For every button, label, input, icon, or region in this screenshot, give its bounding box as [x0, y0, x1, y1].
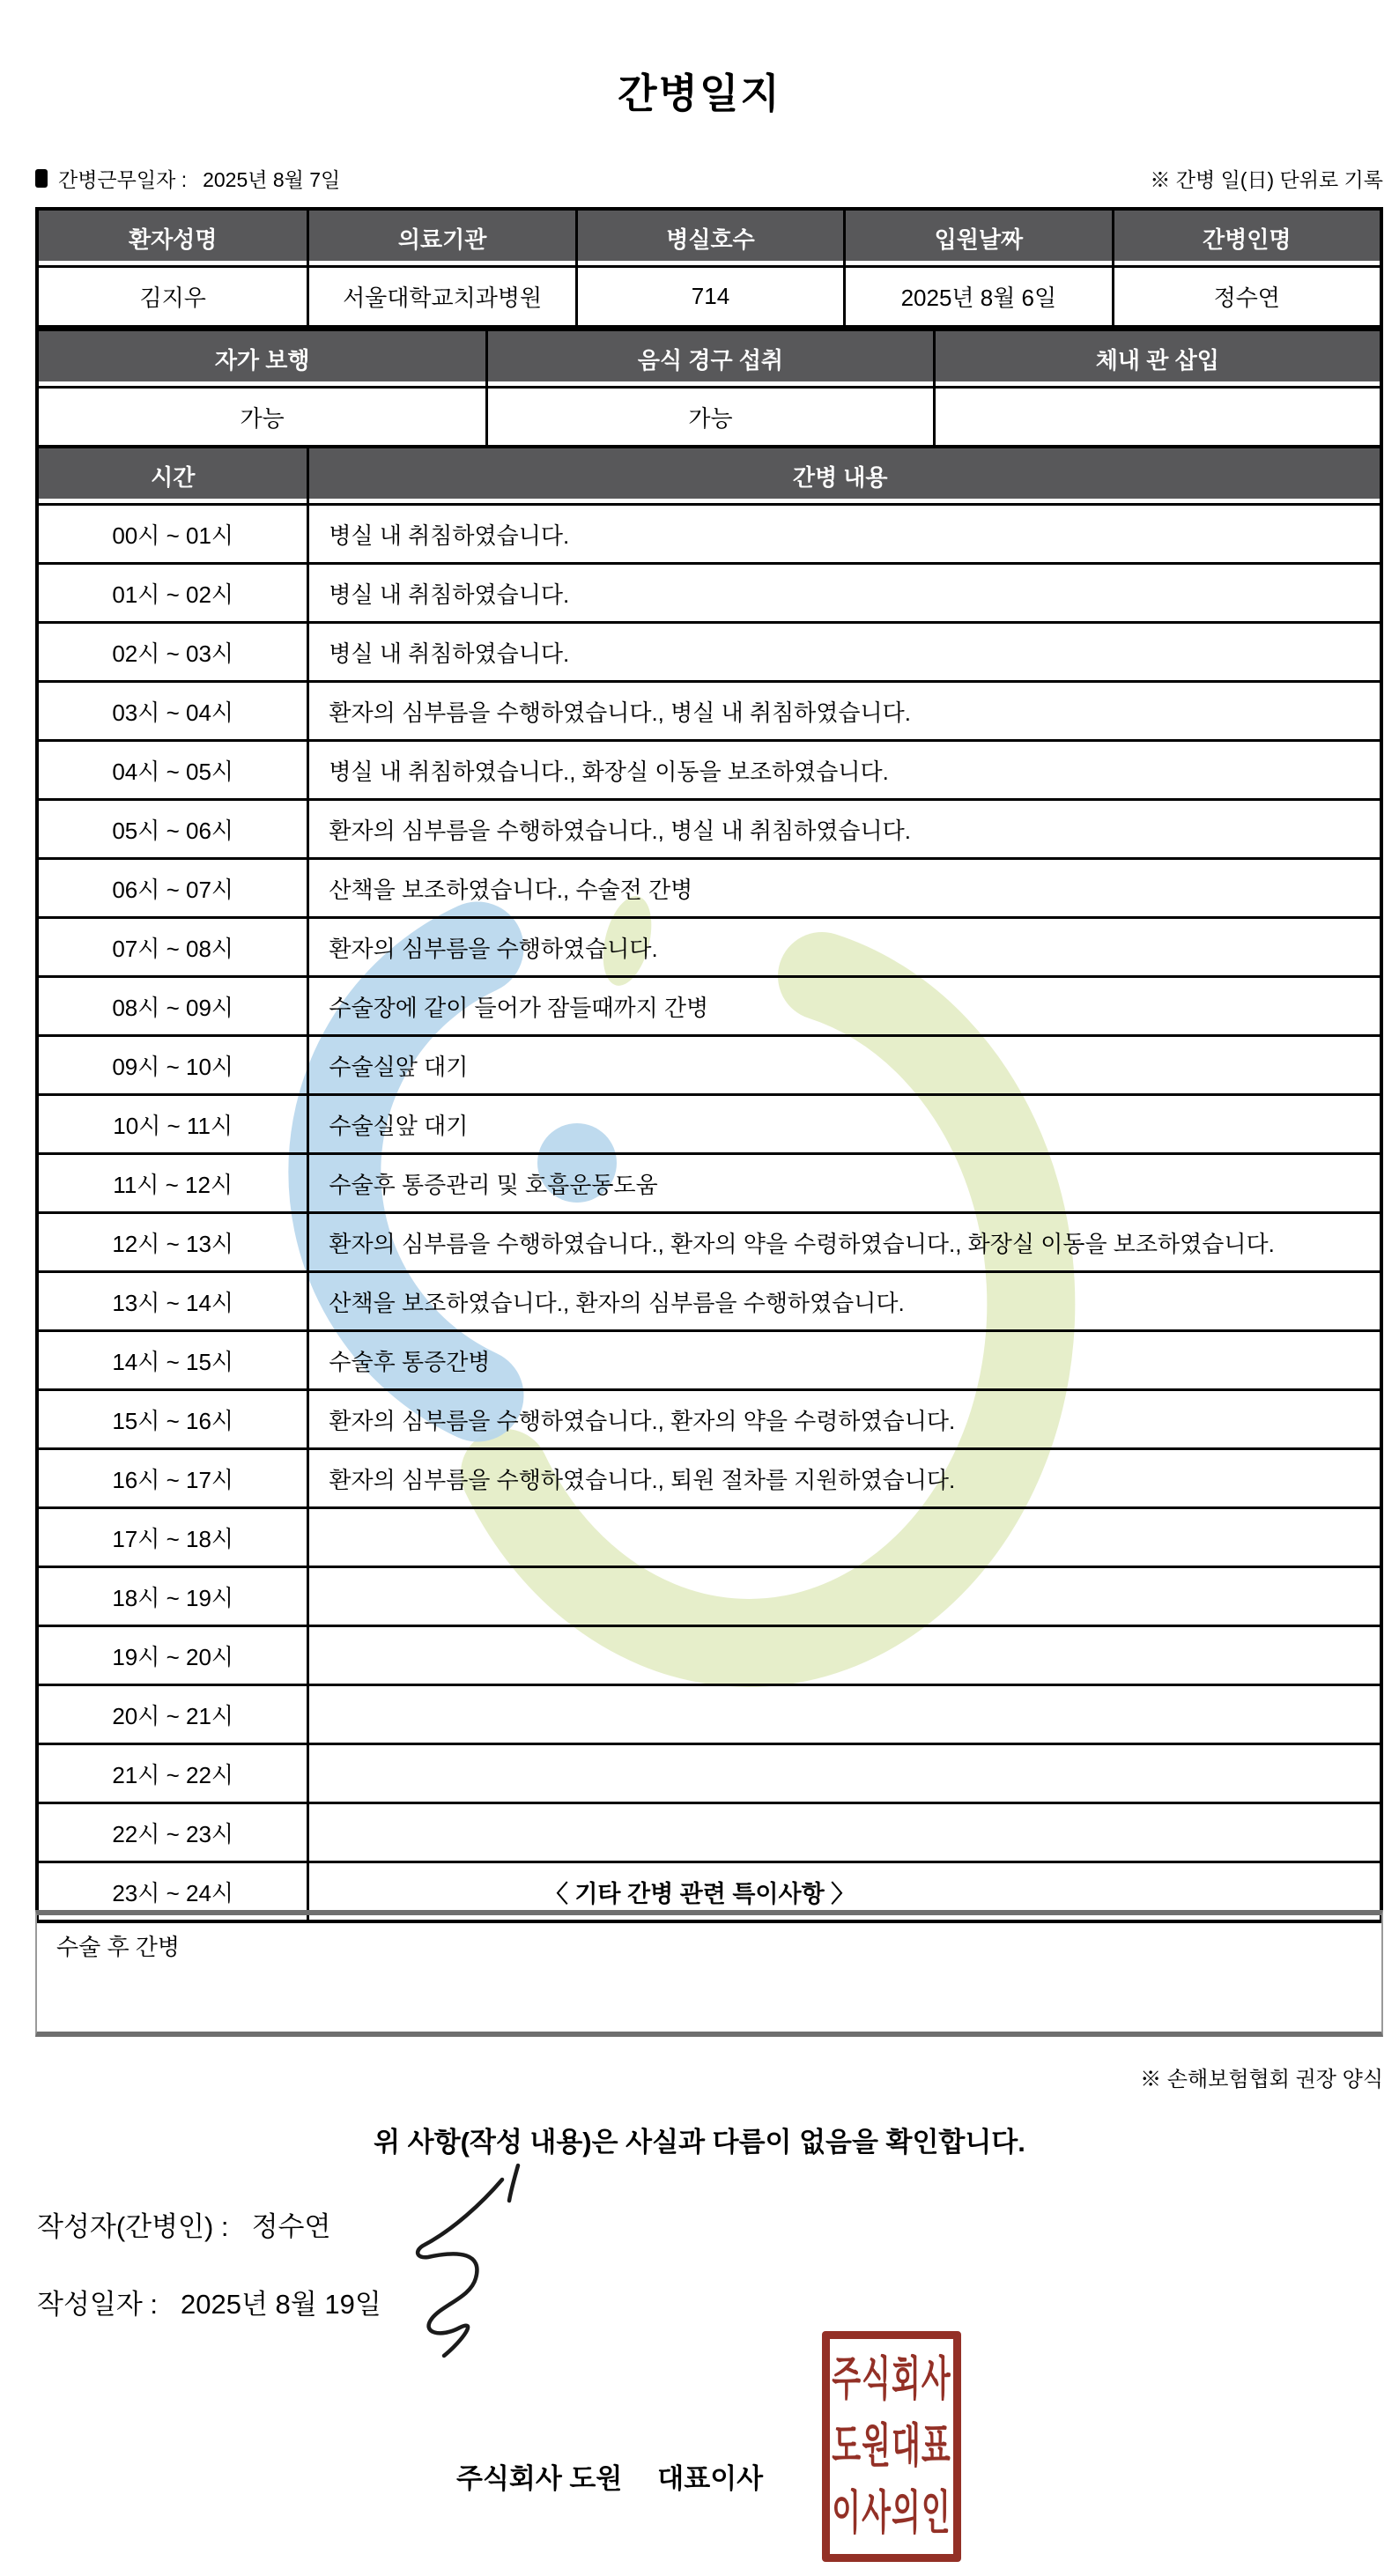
caregiver-name-value: 정수연 — [1112, 268, 1380, 325]
header-time: 시간 — [39, 448, 307, 503]
seal-row-1: 주식회사 — [832, 2353, 951, 2406]
header-self-walking: 자가 보행 — [39, 331, 485, 386]
log-row — [39, 1802, 1380, 1861]
header-admission-date: 입원날짜 — [843, 211, 1111, 265]
oral-intake-value: 가능 — [485, 389, 932, 446]
self-walking-value: 가능 — [240, 405, 285, 432]
written-date-label: 작성일자 : — [37, 2289, 159, 2320]
hourly-log-table — [35, 445, 1383, 1923]
log-content: 환자의 심부름을 수행하였습니다., 퇴원 절차를 지원하였습니다. — [307, 1450, 1380, 1506]
log-content: 수술후 통증관리 및 호흡운동도움 — [307, 1155, 1380, 1211]
log-content — [307, 1568, 1380, 1625]
log-content — [307, 1627, 1380, 1684]
log-time: 23시 ~ 24시 — [112, 1879, 234, 1906]
log-row — [39, 1270, 1380, 1329]
status-table-header — [39, 331, 1380, 386]
company-title: 대표이사 — [657, 2463, 764, 2494]
log-time: 05시 ~ 06시 — [112, 817, 234, 844]
header-room-number: 병실호수 — [575, 211, 843, 265]
log-row — [39, 1034, 1380, 1093]
log-row — [39, 1743, 1380, 1802]
log-row — [39, 562, 1380, 621]
admission-date-value: 2025년 8월 6일 — [843, 268, 1111, 325]
patient-status-table — [35, 328, 1383, 449]
log-time: 17시 ~ 18시 — [112, 1525, 234, 1552]
log-time: 13시 ~ 14시 — [112, 1289, 234, 1316]
log-row — [39, 1625, 1380, 1684]
form-recommendation-note: ※ 손해보험협회 권장 양식 — [1140, 2068, 1383, 2091]
log-row — [39, 1152, 1380, 1211]
log-row — [39, 621, 1380, 680]
log-row — [39, 975, 1380, 1034]
notes-content: 수술 후 간병 — [56, 1934, 181, 1960]
patient-name-value: 김지우 — [139, 285, 206, 311]
header-caregiver-name: 간병인명 — [1112, 211, 1380, 265]
unit-note: ※ 간병 일(日) 단위로 기록 — [1150, 168, 1383, 191]
written-date-line — [37, 2282, 381, 2321]
log-content: 환자의 심부름을 수행하였습니다. — [307, 919, 1380, 975]
log-content: 병실 내 취침하였습니다. — [307, 506, 1380, 562]
log-content: 환자의 심부름을 수행하였습니다., 환자의 약을 수령하였습니다., 화장실 이동을 보조하였습니다. — [307, 1214, 1380, 1270]
log-time: 07시 ~ 08시 — [112, 935, 234, 962]
work-date-value: 2025년 8월 7일 — [203, 168, 341, 191]
log-row — [39, 1093, 1380, 1152]
writer-line — [37, 2204, 330, 2244]
room-number-value: 714 — [575, 268, 843, 325]
company-name: 주식회사 도원 — [456, 2463, 623, 2494]
patient-table-row — [39, 265, 1380, 325]
company-line — [456, 2456, 763, 2496]
page-title: 간병일지 — [618, 70, 781, 116]
header-care-content: 간병 내용 — [307, 448, 1380, 503]
log-time: 14시 ~ 15시 — [112, 1348, 234, 1375]
log-content: 환자의 심부름을 수행하였습니다., 병실 내 취침하였습니다. — [307, 801, 1380, 857]
caregiver-signature — [398, 2155, 557, 2366]
log-time: 01시 ~ 02시 — [112, 581, 234, 608]
log-content: 병실 내 취침하였습니다., 화장실 이동을 보조하였습니다. — [307, 742, 1380, 798]
writer-label: 작성자(간병인) : — [37, 2211, 229, 2242]
patient-table-header — [39, 211, 1380, 265]
seal-row-2: 도원대표 — [832, 2420, 951, 2473]
log-content: 수술장에 같이 들어가 잠들때까지 간병 — [307, 978, 1380, 1034]
log-time: 15시 ~ 16시 — [112, 1407, 234, 1434]
log-content: 수술후 통증간병 — [307, 1332, 1380, 1388]
log-time: 11시 ~ 12시 — [113, 1171, 233, 1198]
log-time: 03시 ~ 04시 — [112, 699, 234, 726]
log-content: 수술실앞 대기 — [307, 1096, 1380, 1152]
log-time: 10시 ~ 11시 — [113, 1112, 233, 1139]
log-time: 22시 ~ 23시 — [112, 1820, 234, 1847]
seal-row-3: 이사의인 — [832, 2487, 951, 2540]
log-content: 병실 내 취침하였습니다. — [307, 565, 1380, 621]
log-row — [39, 1447, 1380, 1506]
writer-name: 정수연 — [251, 2211, 331, 2242]
log-content: 병실 내 취침하였습니다. — [307, 624, 1380, 680]
log-content — [307, 1804, 1380, 1861]
log-time: 09시 ~ 10시 — [112, 1053, 234, 1080]
log-row — [39, 1329, 1380, 1388]
log-time: 06시 ~ 07시 — [112, 876, 234, 903]
log-content — [307, 1686, 1380, 1743]
status-table-row — [39, 386, 1380, 446]
work-date-line — [35, 164, 340, 193]
header-medical-institution: 의료기관 — [307, 211, 574, 265]
log-time: 08시 ~ 09시 — [112, 994, 234, 1021]
log-time: 19시 ~ 20시 — [112, 1643, 234, 1670]
notes-heading: 〈 기타 간병 관련 특이사항 〉 — [544, 1881, 855, 1907]
log-row — [39, 1388, 1380, 1447]
log-content: 산책을 보조하였습니다., 수술전 간병 — [307, 860, 1380, 916]
log-time: 04시 ~ 05시 — [112, 758, 234, 785]
written-date-value: 2025년 8월 19일 — [181, 2289, 381, 2320]
corporate-seal-stamp — [822, 2331, 961, 2562]
log-time: 16시 ~ 17시 — [112, 1466, 234, 1493]
log-row — [39, 857, 1380, 916]
log-row — [39, 680, 1380, 739]
work-date-label: 간병근무일자 : — [58, 168, 188, 191]
log-row — [39, 916, 1380, 975]
log-row — [39, 1566, 1380, 1625]
log-time: 00시 ~ 01시 — [112, 522, 234, 549]
meta-row — [35, 164, 1383, 193]
log-table-header — [39, 448, 1380, 503]
square-bullet-icon — [35, 169, 48, 188]
medical-institution-value: 서울대학교치과병원 — [307, 268, 574, 325]
log-row — [39, 1684, 1380, 1743]
log-time: 18시 ~ 19시 — [112, 1584, 234, 1611]
log-row — [39, 1506, 1380, 1566]
log-time: 21시 ~ 22시 — [112, 1761, 234, 1788]
log-row — [39, 798, 1380, 857]
notes-box — [35, 1910, 1383, 2037]
header-tube-insertion: 체내 관 삽입 — [933, 331, 1380, 386]
log-time: 20시 ~ 21시 — [112, 1702, 234, 1729]
header-patient-name: 환자성명 — [39, 211, 307, 265]
log-time: 02시 ~ 03시 — [112, 640, 234, 667]
patient-info-table — [35, 207, 1383, 329]
log-content: 환자의 심부름을 수행하였습니다., 병실 내 취침하였습니다. — [307, 683, 1380, 739]
header-oral-intake: 음식 경구 섭취 — [485, 331, 932, 386]
log-content — [307, 1509, 1380, 1566]
log-content: 환자의 심부름을 수행하였습니다., 환자의 약을 수령하였습니다. — [307, 1391, 1380, 1447]
confirmation-statement: 위 사항(작성 내용)은 사실과 다름이 없음을 확인합니다. — [374, 2127, 1025, 2158]
log-row — [39, 1211, 1380, 1270]
tube-insertion-value — [933, 389, 1380, 446]
log-content — [307, 1745, 1380, 1802]
log-time: 12시 ~ 13시 — [112, 1230, 234, 1257]
log-content: 산책을 보조하였습니다., 환자의 심부름을 수행하였습니다. — [307, 1273, 1380, 1329]
log-content: 수술실앞 대기 — [307, 1037, 1380, 1093]
log-row — [39, 739, 1380, 798]
log-row — [39, 503, 1380, 562]
